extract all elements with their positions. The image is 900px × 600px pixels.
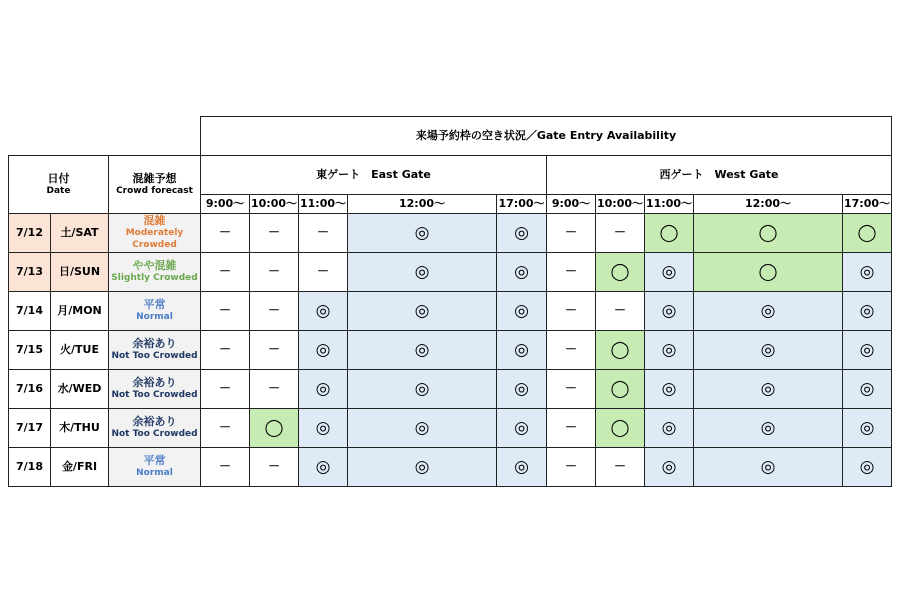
east-slot-cell — [496, 369, 547, 409]
west-gate-header — [546, 155, 892, 195]
east-slot-symbol: － — [218, 420, 231, 435]
west-slot-symbol: ◯ — [758, 222, 778, 243]
west-slot-cell — [842, 291, 892, 331]
forecast-cell — [108, 213, 201, 253]
east-slot-symbol: － — [267, 342, 280, 357]
west-time-label: 10:00～ — [596, 196, 643, 210]
east-slot-symbol: － — [218, 264, 231, 279]
east-slot-cell — [200, 252, 250, 292]
west-slot-cell — [546, 330, 596, 370]
east-slot-cell — [496, 291, 547, 331]
forecast-en: Normal — [136, 468, 173, 479]
day-value: 日/SUN — [58, 264, 101, 278]
east-slot-cell — [347, 330, 497, 370]
east-slot-symbol: ◎ — [315, 378, 331, 399]
day-cell — [50, 330, 109, 370]
date-value: 7/15 — [16, 342, 43, 356]
east-slot-cell — [249, 213, 299, 253]
date-header — [8, 155, 109, 214]
west-slot-cell — [644, 291, 694, 331]
day-cell — [50, 408, 109, 448]
west-slot-symbol: ◎ — [661, 378, 677, 399]
east-slot-cell — [249, 291, 299, 331]
east-slot-cell — [496, 252, 547, 292]
east-slot-symbol: ◎ — [414, 222, 430, 243]
east-gate-label: 東ゲート East Gate — [316, 167, 431, 181]
east-slot-cell — [298, 213, 348, 253]
east-slot-symbol: － — [316, 264, 329, 279]
east-slot-symbol: － — [218, 459, 231, 474]
day-value: 水/WED — [57, 381, 102, 395]
west-slot-symbol: － — [564, 459, 577, 474]
west-slot-cell — [595, 213, 645, 253]
west-slot-symbol: ◎ — [661, 339, 677, 360]
east-slot-cell — [496, 408, 547, 448]
forecast-jp: やや混雑 — [132, 259, 177, 272]
east-slot-symbol: ◎ — [315, 417, 331, 438]
east-slot-symbol: ◎ — [414, 378, 430, 399]
east-slot-cell — [249, 369, 299, 409]
east-slot-symbol: － — [267, 459, 280, 474]
east-slot-symbol: ◯ — [264, 417, 284, 438]
east-slot-cell — [200, 330, 250, 370]
west-time-header — [644, 194, 694, 214]
east-slot-symbol: － — [267, 264, 280, 279]
date-cell — [8, 369, 51, 409]
west-slot-symbol: － — [613, 303, 626, 318]
east-slot-cell — [298, 408, 348, 448]
east-slot-symbol: ◎ — [315, 456, 331, 477]
date-value: 7/17 — [16, 420, 43, 434]
forecast-jp: 余裕あり — [132, 376, 177, 389]
date-value: 7/18 — [16, 459, 43, 473]
forecast-cell — [108, 330, 201, 370]
east-time-label: 10:00～ — [250, 196, 297, 210]
forecast-en: Not Too Crowded — [111, 351, 198, 362]
east-slot-symbol: ◎ — [514, 417, 529, 438]
day-cell — [50, 369, 109, 409]
east-slot-cell — [347, 252, 497, 292]
forecast-en: Slightly Crowded — [111, 273, 198, 284]
west-time-label: 9:00～ — [551, 196, 591, 210]
west-slot-symbol: ◎ — [661, 300, 677, 321]
date-value: 7/14 — [16, 303, 43, 317]
east-slot-cell — [298, 252, 348, 292]
date-cell — [8, 447, 51, 487]
east-slot-cell — [496, 330, 547, 370]
east-gate-header — [200, 155, 547, 195]
east-slot-symbol: ◎ — [514, 456, 529, 477]
west-time-header — [595, 194, 645, 214]
east-slot-cell — [200, 291, 250, 331]
east-slot-cell — [200, 369, 250, 409]
east-slot-cell — [347, 369, 497, 409]
west-slot-symbol: ◯ — [758, 261, 778, 282]
east-slot-cell — [249, 252, 299, 292]
east-slot-cell — [347, 291, 497, 331]
east-slot-symbol: ◎ — [414, 300, 430, 321]
east-slot-symbol: ◎ — [414, 417, 430, 438]
availability-title-text: 来場予約枠の空き状況／Gate Entry Availability — [415, 128, 677, 142]
east-slot-cell — [200, 213, 250, 253]
forecast-jp: 平常 — [143, 454, 166, 467]
west-slot-cell — [842, 369, 892, 409]
east-slot-symbol: ◎ — [414, 339, 430, 360]
west-slot-symbol: ◎ — [859, 456, 875, 477]
west-slot-symbol: ◯ — [610, 261, 630, 282]
day-value: 土/SAT — [60, 225, 99, 239]
date-cell — [8, 252, 51, 292]
availability-title — [200, 116, 892, 156]
west-time-label: 17:00～ — [843, 196, 890, 210]
day-value: 金/FRI — [61, 459, 98, 473]
west-slot-cell — [546, 369, 596, 409]
forecast-cell — [108, 252, 201, 292]
west-slot-cell — [693, 408, 843, 448]
west-slot-cell — [546, 408, 596, 448]
east-time-label: 9:00～ — [205, 196, 245, 210]
west-slot-symbol: ◎ — [760, 300, 776, 321]
date-value: 7/16 — [16, 381, 43, 395]
west-slot-cell — [595, 408, 645, 448]
forecast-jp: 余裕あり — [132, 337, 177, 350]
west-time-label: 11:00～ — [645, 196, 692, 210]
east-slot-symbol: ◎ — [514, 261, 529, 282]
west-slot-cell — [546, 213, 596, 253]
west-slot-symbol: ◯ — [659, 222, 679, 243]
west-slot-symbol: ◎ — [859, 339, 875, 360]
west-time-label: 12:00～ — [744, 196, 791, 210]
west-slot-cell — [644, 252, 694, 292]
west-slot-cell — [644, 330, 694, 370]
day-value: 木/THU — [59, 420, 100, 434]
east-slot-symbol: ◎ — [514, 339, 529, 360]
east-slot-cell — [347, 408, 497, 448]
west-slot-cell — [595, 369, 645, 409]
east-slot-cell — [200, 447, 250, 487]
day-cell — [50, 291, 109, 331]
west-slot-symbol: ◎ — [661, 261, 677, 282]
west-slot-symbol: － — [564, 225, 577, 240]
west-slot-cell — [644, 213, 694, 253]
forecast-header-en: Crowd forecast — [116, 185, 193, 196]
forecast-en: Not Too Crowded — [111, 429, 198, 440]
west-slot-cell — [644, 408, 694, 448]
west-slot-symbol: ◎ — [859, 300, 875, 321]
east-slot-symbol: ◎ — [514, 222, 529, 243]
west-slot-symbol: － — [564, 381, 577, 396]
east-slot-symbol: ◎ — [315, 300, 331, 321]
west-slot-cell — [595, 291, 645, 331]
west-slot-symbol: ◎ — [760, 378, 776, 399]
west-slot-cell — [693, 330, 843, 370]
west-gate-label: 西ゲート West Gate — [659, 167, 779, 181]
east-slot-cell — [249, 408, 299, 448]
east-slot-cell — [200, 408, 250, 448]
west-slot-cell — [546, 447, 596, 487]
east-slot-cell — [347, 213, 497, 253]
day-cell — [50, 213, 109, 253]
west-slot-cell — [595, 447, 645, 487]
west-slot-symbol: ◎ — [760, 339, 776, 360]
east-time-label: 12:00～ — [398, 196, 445, 210]
date-cell — [8, 408, 51, 448]
east-slot-symbol: ◎ — [514, 300, 529, 321]
east-slot-symbol: － — [218, 381, 231, 396]
west-time-header — [693, 194, 843, 214]
east-slot-cell — [496, 447, 547, 487]
east-slot-cell — [347, 447, 497, 487]
west-slot-cell — [693, 291, 843, 331]
west-slot-symbol: ◎ — [661, 417, 677, 438]
east-slot-cell — [298, 447, 348, 487]
west-slot-cell — [842, 330, 892, 370]
west-slot-cell — [546, 291, 596, 331]
west-slot-symbol: － — [613, 225, 626, 240]
forecast-header — [108, 155, 201, 214]
west-slot-cell — [842, 252, 892, 292]
day-cell — [50, 252, 109, 292]
west-slot-symbol: ◯ — [610, 378, 630, 399]
east-slot-symbol: － — [267, 381, 280, 396]
east-slot-cell — [496, 213, 547, 253]
east-slot-cell — [249, 330, 299, 370]
forecast-cell — [108, 447, 201, 487]
forecast-jp: 平常 — [143, 298, 166, 311]
west-slot-symbol: ◎ — [859, 417, 875, 438]
forecast-en: Moderately Crowded — [125, 228, 184, 251]
east-time-header — [298, 194, 348, 214]
east-slot-cell — [298, 330, 348, 370]
west-slot-symbol: ◎ — [760, 456, 776, 477]
east-slot-symbol: － — [218, 225, 231, 240]
forecast-header-jp: 混雑予想 — [132, 171, 177, 185]
east-slot-cell — [298, 369, 348, 409]
east-slot-symbol: ◎ — [315, 339, 331, 360]
east-slot-symbol: － — [316, 225, 329, 240]
west-slot-symbol: ◯ — [857, 222, 877, 243]
east-slot-symbol: － — [267, 225, 280, 240]
date-cell — [8, 330, 51, 370]
forecast-en: Normal — [136, 312, 173, 323]
west-slot-symbol: － — [613, 459, 626, 474]
west-slot-symbol: － — [564, 303, 577, 318]
west-slot-symbol: ◎ — [859, 261, 875, 282]
west-time-header — [546, 194, 596, 214]
date-cell — [8, 213, 51, 253]
west-slot-cell — [546, 252, 596, 292]
west-slot-cell — [693, 252, 843, 292]
west-slot-symbol: － — [564, 264, 577, 279]
west-slot-cell — [842, 408, 892, 448]
east-time-header — [200, 194, 250, 214]
east-time-label: 11:00～ — [299, 196, 346, 210]
west-slot-cell — [693, 213, 843, 253]
day-cell — [50, 447, 109, 487]
east-slot-cell — [249, 447, 299, 487]
date-header-en: Date — [46, 185, 71, 196]
east-slot-symbol: － — [218, 342, 231, 357]
day-value: 月/MON — [57, 303, 102, 317]
west-slot-symbol: ◯ — [610, 339, 630, 360]
forecast-cell — [108, 369, 201, 409]
west-slot-cell — [842, 213, 892, 253]
east-slot-symbol: ◎ — [414, 456, 430, 477]
west-slot-cell — [693, 369, 843, 409]
date-header-jp: 日付 — [47, 171, 70, 185]
forecast-cell — [108, 408, 201, 448]
west-slot-symbol: ◯ — [610, 417, 630, 438]
forecast-cell — [108, 291, 201, 331]
west-slot-symbol: ◎ — [859, 378, 875, 399]
west-slot-symbol: － — [564, 420, 577, 435]
east-slot-symbol: － — [267, 303, 280, 318]
date-value: 7/12 — [16, 225, 43, 239]
west-slot-cell — [595, 252, 645, 292]
east-slot-symbol: ◎ — [414, 261, 430, 282]
east-slot-symbol: ◎ — [514, 378, 529, 399]
west-slot-cell — [644, 447, 694, 487]
east-slot-symbol: － — [218, 303, 231, 318]
east-time-header — [249, 194, 299, 214]
forecast-en: Not Too Crowded — [111, 390, 198, 401]
west-slot-cell — [595, 330, 645, 370]
date-value: 7/13 — [16, 264, 43, 278]
forecast-jp: 混雑 — [143, 214, 166, 228]
east-time-header — [347, 194, 497, 214]
west-slot-cell — [644, 369, 694, 409]
west-slot-symbol: ◎ — [661, 456, 677, 477]
east-slot-cell — [298, 291, 348, 331]
west-slot-symbol: － — [564, 342, 577, 357]
west-slot-cell — [842, 447, 892, 487]
east-time-header — [496, 194, 547, 214]
availability-table — [8, 116, 892, 486]
day-value: 火/TUE — [60, 342, 99, 356]
west-slot-symbol: ◎ — [760, 417, 776, 438]
west-slot-cell — [693, 447, 843, 487]
east-time-label: 17:00～ — [498, 196, 545, 210]
west-time-header — [842, 194, 892, 214]
forecast-jp: 余裕あり — [132, 415, 177, 428]
date-cell — [8, 291, 51, 331]
